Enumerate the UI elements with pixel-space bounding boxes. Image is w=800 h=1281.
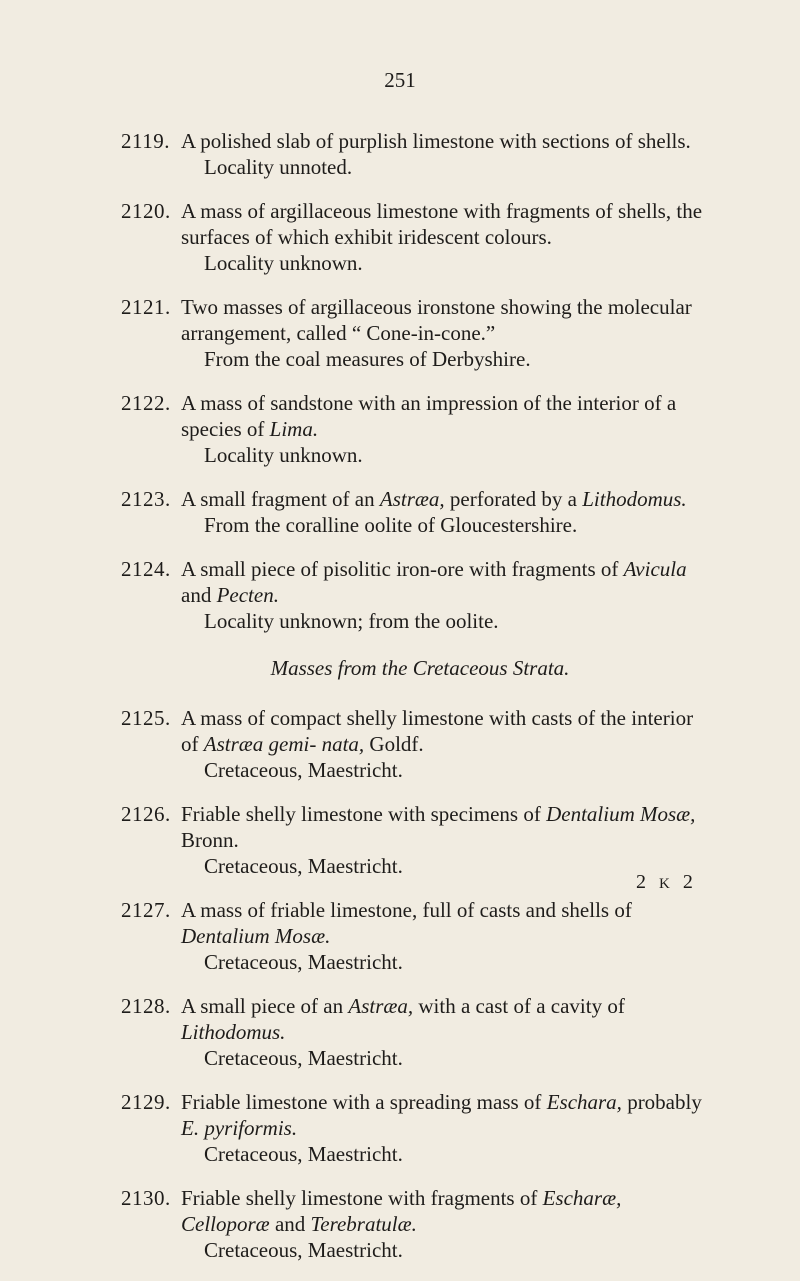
entry-number: 2123. (121, 487, 171, 511)
entry-locality: Cretaceous, Maestricht. (204, 950, 403, 974)
entry-description (181, 1089, 711, 1141)
entry-description (181, 993, 711, 1045)
taxon-name: Lithodomus. (582, 487, 687, 511)
taxon-name: Avicula (623, 557, 687, 581)
description-text: Friable limestone with a spreading mass of (181, 1090, 547, 1114)
entry-number: 2119. (121, 129, 170, 153)
description-text: Friable shelly limestone with fragments of (181, 1186, 543, 1210)
entry-number: 2129. (121, 1090, 171, 1114)
description-text: A small piece of pisolitic iron-ore with fragments of (181, 557, 624, 581)
description-text: A small piece of an (181, 994, 349, 1018)
taxon-name: Dentalium Mosæ, (546, 802, 696, 826)
description-text: A small fragment of an (181, 487, 380, 511)
catalogue-entry (0, 705, 800, 783)
description-text: Goldf. (364, 732, 424, 756)
entries-group-before (0, 128, 800, 634)
description-text: and (269, 1212, 311, 1236)
entry-description (181, 198, 711, 250)
entry-description (181, 1185, 711, 1237)
entry-number: 2126. (121, 802, 171, 826)
entry-number: 2125. (121, 706, 171, 730)
taxon-name: Astræa gemi- nata, (203, 732, 365, 756)
entry-description (181, 705, 711, 757)
catalogue-entries (0, 128, 800, 1281)
description-text: A polished slab of purplish limestone with sections of shells. (181, 129, 691, 153)
catalogue-entry (0, 556, 800, 634)
entry-number: 2122. (121, 391, 171, 415)
entry-locality: From the coal measures of Derbyshire. (204, 347, 531, 371)
taxon-name: E. pyriformis. (181, 1116, 298, 1140)
entry-number: 2130. (121, 1186, 171, 1210)
entry-description (181, 486, 711, 512)
entry-description (181, 556, 711, 608)
page-number: 251 (384, 68, 416, 92)
section-heading: Masses from the Cretaceous Strata. (270, 656, 570, 680)
entry-description (181, 294, 711, 346)
entry-locality: Cretaceous, Maestricht. (204, 854, 403, 878)
entry-locality: Cretaceous, Maestricht. (204, 1046, 403, 1070)
catalogue-entry (0, 993, 800, 1071)
description-text: A mass of compact shelly limestone with casts of the interior of (181, 706, 694, 756)
catalogue-entry (0, 294, 800, 372)
taxon-name: Lima. (269, 417, 319, 441)
taxon-name: Astræa, (379, 487, 445, 511)
description-text: A mass of sandstone with an impression of the interior of a species of (181, 391, 677, 441)
taxon-name: Terebratulæ. (310, 1212, 417, 1236)
catalogue-entry (0, 486, 800, 538)
description-text: A mass of friable limestone, full of casts and shells of (181, 898, 632, 922)
catalogue-entry (0, 801, 800, 879)
description-text: probably (621, 1090, 702, 1114)
taxon-name: Astræa, (348, 994, 414, 1018)
entry-locality: Locality unknown; from the oolite. (204, 609, 499, 633)
entry-number: 2124. (121, 557, 171, 581)
entry-description (181, 128, 711, 154)
signature-part-c: 2 (682, 871, 697, 893)
entry-locality: From the coralline oolite of Gloucestershire. (204, 513, 578, 537)
entry-locality: Locality unknown. (204, 443, 363, 467)
catalogue-entry (0, 1089, 800, 1167)
taxon-name: Eschara, (546, 1090, 622, 1114)
taxon-name: Lithodomus. (181, 1020, 286, 1044)
entry-number: 2127. (121, 898, 171, 922)
description-text: and (181, 583, 217, 607)
signature-part-a: 2 (636, 871, 650, 893)
description-text: A mass of argillaceous limestone with fragments of shells, the surfaces of which exhibit iridescent colours. (181, 199, 703, 249)
description-text: perforated by a (444, 487, 583, 511)
entry-description (181, 801, 711, 853)
taxon-name: Escharæ, Celloporæ (181, 1186, 622, 1236)
entry-description (181, 390, 711, 442)
description-text: Bronn. (181, 828, 239, 852)
taxon-name: Pecten. (216, 583, 279, 607)
signature-part-b: K (659, 876, 674, 892)
taxon-name: Dentalium Mosæ. (181, 924, 331, 948)
catalogue-entry (0, 390, 800, 468)
description-text: Friable shelly limestone with specimens of (181, 802, 547, 826)
description-text: Two masses of argillaceous ironstone showing the molecular arrangement, called “ Cone-in-cone.” (181, 295, 692, 345)
catalogue-entry (0, 897, 800, 975)
entry-locality: Cretaceous, Maestricht. (204, 1238, 403, 1262)
entry-locality: Locality unnoted. (204, 155, 353, 179)
signature-mark (636, 871, 697, 894)
entry-locality: Locality unknown. (204, 251, 363, 275)
description-text: with a cast of a cavity of (413, 994, 625, 1018)
entry-locality: Cretaceous, Maestricht. (204, 1142, 403, 1166)
entry-description (181, 897, 711, 949)
catalogue-entry (0, 1185, 800, 1263)
entry-number: 2120. (121, 199, 171, 223)
catalogue-entry (0, 128, 800, 180)
catalogue-entry (0, 198, 800, 276)
entry-locality: Cretaceous, Maestricht. (204, 758, 403, 782)
entry-number: 2121. (121, 295, 171, 319)
entry-number: 2128. (121, 994, 171, 1018)
entries-group-after (0, 705, 800, 1263)
